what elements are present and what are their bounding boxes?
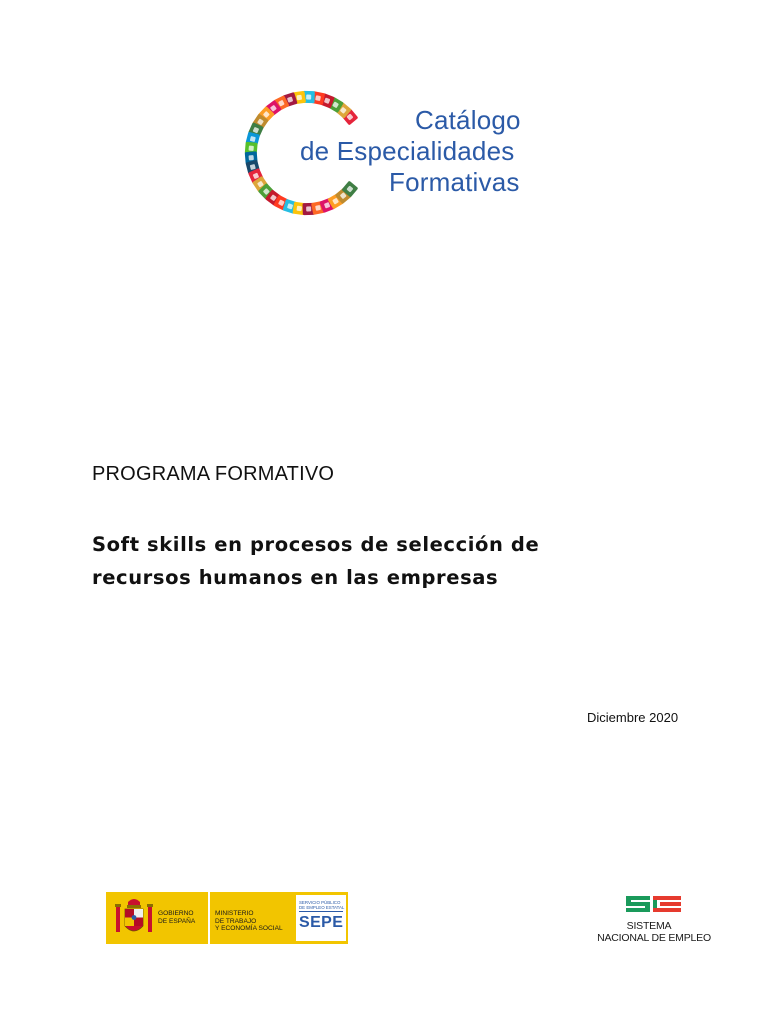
coat-of-arms-icon — [114, 896, 154, 940]
document-date: Diciembre 2020 — [587, 710, 679, 725]
sne-name-line-2: NACIONAL DE EMPLEO — [597, 932, 711, 944]
catalog-title-line-2 — [300, 136, 521, 167]
sepe-divider — [299, 911, 343, 912]
ministry-name — [215, 910, 283, 933]
catalog-logo — [240, 86, 540, 226]
ministry-name-line-3: Y ECONOMÍA SOCIAL — [215, 925, 283, 932]
sepe-name: SEPE — [299, 914, 344, 931]
sne-mark-icon — [624, 892, 684, 916]
ministry-name-line-2: DE TRABAJO — [215, 917, 257, 925]
government-name — [158, 910, 195, 925]
catalog-title-line-3: Formativas — [389, 167, 520, 197]
sne-name — [596, 920, 712, 944]
course-title-line-2: recursos humanos en las empresas — [92, 566, 499, 589]
sepe-logo — [296, 895, 346, 941]
catalog-title-line-1: Catálogo — [415, 105, 521, 135]
sepe-subtitle — [299, 900, 344, 910]
government-sepe-logo — [106, 892, 348, 944]
banner-divider — [208, 892, 210, 944]
sepe-subtitle-line-1: SERVICIO PÚBLICO — [299, 900, 341, 905]
ministry-name-line-1: MINISTERIO — [215, 910, 254, 917]
catalog-title-line-2-text: de Especialidades — [300, 136, 515, 166]
sne-name-line-1: SISTEMA — [626, 920, 672, 932]
sne-logo — [596, 892, 712, 948]
catalog-title — [300, 105, 521, 198]
government-name-line-1: GOBIERNO — [158, 910, 194, 917]
program-heading: PROGRAMA FORMATIVO — [92, 463, 335, 485]
course-title-line-1: Soft skills en procesos de selección de — [92, 533, 540, 556]
sepe-subtitle-line-2: DE EMPLEO ESTATAL — [299, 905, 345, 910]
government-name-line-2: DE ESPAÑA — [158, 917, 196, 925]
course-title — [92, 528, 652, 594]
